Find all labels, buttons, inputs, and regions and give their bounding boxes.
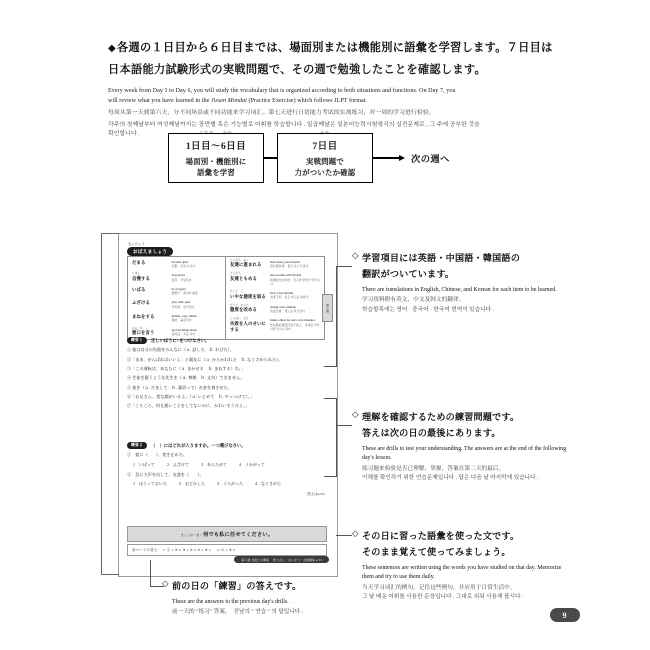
- callout-1-english: There are translations in English, Chinese, and Korean for each item to be learned.: [362, 287, 557, 294]
- vocab-en: say bad things about: [171, 327, 197, 332]
- flow-arrow-icon: [373, 155, 405, 161]
- vocab-term: [230, 273, 270, 282]
- vocab-translation: [172, 328, 222, 336]
- vocab-cnkr: 开玩笑 장난치다: [171, 304, 195, 309]
- arrow-shaft: [373, 157, 399, 158]
- table-row: [128, 271, 225, 285]
- table-row: [226, 288, 324, 302]
- flow-box-1-line-2-text: 語彙を学習: [197, 168, 235, 177]
- flow-box-1-line-2: [197, 167, 235, 178]
- leader-bracket-vertical-2: [336, 398, 337, 476]
- sample-footer-pill: 第１週 友達との関係 知り合い・あいさつ・友達関係 ● 53: [234, 556, 329, 563]
- callout-2-jp-line-2: 答えは次の日の最後にあります。: [362, 428, 501, 439]
- vocab-cnkr: 态度不好 싫은 태도를 취하다: [270, 295, 309, 300]
- sample-title-pill: おぼえましょう: [127, 247, 173, 256]
- frame-left-line: [101, 233, 102, 575]
- exercise-1-header: [127, 337, 327, 344]
- table-row: [128, 311, 225, 325]
- sample-title-ruby: もくひょう: [128, 242, 145, 246]
- vocab-jp: ふざける: [132, 300, 150, 306]
- flow-box-1-title: [185, 130, 247, 152]
- daily-sentence-text: 何でも私に任せてください。: [203, 531, 274, 538]
- vocab-en: have many good friends: [270, 259, 300, 264]
- vocab-term: [132, 260, 172, 266]
- vocab-translation: [270, 318, 321, 330]
- vocab-cnkr: 改变态度 태도를 바로잡다: [270, 309, 305, 313]
- intro-kr-line-2: 확인합니다 .: [108, 131, 140, 138]
- intro-en-line-1: Every week from Day 1 to Day 6, you will study the vocabulary that is organized according to both situations and functions. On Day 7, you: [108, 88, 456, 95]
- intro-english-paragraph: [108, 87, 560, 107]
- option: 1 ほうっておいた: [133, 481, 167, 487]
- vocab-jp: だまる: [132, 259, 146, 265]
- vocab-term: [230, 318, 270, 332]
- vocab-jp: 友達に恵まれる: [230, 262, 262, 268]
- intro-section: [108, 38, 560, 140]
- leader-tick-1: [324, 366, 337, 367]
- daily-sentence: [132, 531, 322, 538]
- vocab-term: [230, 305, 270, 314]
- vocabulary-column-right: [226, 257, 324, 339]
- table-row: [128, 257, 225, 271]
- leader-bracket-vertical-1: [336, 266, 337, 366]
- flow-box-1-title-ruby: にちめ かめ: [199, 130, 233, 136]
- exercise-2-options: [133, 462, 327, 468]
- exercise-1-item: ① 彼は自分の失敗をみんなに（ａ. 話した ｂ. わびた）。: [127, 347, 234, 353]
- flow-box-2-title: [312, 130, 338, 152]
- vocab-term: [132, 300, 172, 306]
- callout-1-chinese: 学习资料附有英文、中文及韩文的翻译。: [362, 297, 465, 304]
- vocab-jp: まねをする: [132, 314, 155, 320]
- callout-3-chinese: 当天学习词汇的例句。记住这些例句，并应用于日常生活中。: [362, 584, 516, 591]
- option: 4 なぐさめた: [255, 481, 281, 487]
- option: 1 いばって: [133, 461, 155, 467]
- vocab-en: blame others for one's own mistakes: [270, 318, 316, 323]
- vocab-cnkr: 和朋友发生纠纷 친구와 말썽이 일어나다: [270, 277, 320, 286]
- vocab-jp: 友達ともめる: [230, 275, 257, 281]
- week-side-tab-label: 第1週: [325, 303, 330, 313]
- vocab-en: have trouble with friends: [270, 273, 302, 278]
- option: 4 うかがって: [239, 461, 265, 467]
- option: 2 ふざけて: [167, 461, 189, 467]
- intro-en-line-2-post: (Practice Exercise) which follows JLPT format.: [246, 98, 368, 105]
- exercise-1-item: ③「この運転は、あなたに（ａ. まかせる ｂ. まねする）わ。」: [127, 366, 246, 372]
- table-row: [226, 302, 324, 316]
- vocab-translation: [270, 291, 321, 299]
- flow-box-day-7: [277, 130, 373, 183]
- vocab-ruby: わるぐち い: [132, 326, 149, 330]
- vocab-en: play with, joke: [171, 300, 191, 305]
- vocab-translation: [172, 273, 222, 281]
- diamond-marker-icon: ◇: [352, 250, 359, 260]
- option: 3 うたがった: [217, 481, 243, 487]
- vocab-jp: 態度を改める: [230, 307, 257, 313]
- option: 3 あらためて: [201, 461, 227, 467]
- table-row: [226, 257, 324, 271]
- vocab-translation: [172, 300, 222, 308]
- vocab-translation: [172, 287, 222, 295]
- frame-top-line: [101, 233, 119, 234]
- callout-previous-answers: [162, 578, 387, 617]
- leader-line-callout-2: [336, 425, 352, 426]
- exercise-2-badge: 練習２: [127, 442, 147, 449]
- leader-tick-2a: [324, 398, 337, 399]
- bottom-callout-english: These are the answers to the previous day's drills.: [172, 599, 289, 606]
- callout-3-korean: 그 날 배운 어휘를 사용한 문장입니다 . 그대로 외워 사용해 봅시다 .: [362, 594, 524, 601]
- vocab-term: [230, 260, 270, 269]
- exercise-1-badge: 練習１: [127, 337, 147, 344]
- exercise-2-instruction: （ ）にはどれが入りますか。一つ選びなさい。: [151, 442, 246, 448]
- bottom-callout-jp: 前の日の「練習」の答えです。: [172, 581, 302, 591]
- vocab-translation: [270, 305, 321, 313]
- flow-box-2-line-2: 力がついたか確認: [294, 168, 356, 177]
- callout-translations: [352, 250, 567, 315]
- week-flow-diagram: [168, 130, 450, 183]
- flow-box-days-1-6: [168, 130, 264, 183]
- vocab-ruby: ともだち: [230, 272, 241, 276]
- vocab-ruby: ともだち めぐ: [230, 258, 249, 262]
- vocab-translation: [172, 260, 222, 268]
- leader-bottom-vertical: [150, 560, 151, 586]
- option: 2 おどかした: [179, 481, 205, 487]
- diamond-bullet-icon: ◆: [108, 43, 116, 54]
- exercise-2-block: [127, 442, 327, 496]
- week-side-tab: [322, 294, 333, 322]
- callout-practice-drills: [352, 409, 567, 483]
- vocab-cnkr: 自夸 자랑하다: [171, 277, 192, 282]
- intro-japanese-line-1: [108, 38, 560, 59]
- vocab-jp: いやな態度を取る: [230, 293, 266, 299]
- vocab-translation: [270, 260, 321, 268]
- exercise-2-header: [127, 442, 327, 449]
- leader-line-callout-1: [336, 266, 352, 267]
- exercise-1-block: [127, 337, 327, 413]
- leader-tick-2b: [324, 476, 337, 477]
- intro-jp-text-1: 各週の１日目から６日目までは、場面別または機能別に語彙を学習します。７日目は: [117, 42, 553, 54]
- vocab-term: [230, 291, 270, 300]
- exercise-1-item: ④ 生徒を疑うような先生を（ａ. 尊敬 ｂ. 文句）できません。: [127, 375, 245, 381]
- vocab-jp: 自慢する: [132, 275, 150, 281]
- previous-answers-bar: 前ページの答え： 1−① a ② b ③ a ④ b ⑤ a ⑥ a 2−① 1 ② 2: [127, 544, 327, 556]
- bottom-callout-cnkr: 前一天的 "练习" 答案。 전날의 " 연습 " 의 답입니다 .: [172, 609, 304, 616]
- vocab-term: [132, 273, 172, 282]
- exercise-2-options: [133, 481, 327, 487]
- flow-box-1-line-1-text: 場面別・機能別に: [185, 156, 247, 166]
- flow-box-2-title-text: 7日目: [312, 140, 338, 152]
- intro-en-emphasis: Jissen Mondai: [210, 98, 247, 105]
- vocab-ruby: たいど と: [230, 289, 244, 293]
- callout-2-jp-line-1: 理解を確認するための練習問題です。: [362, 412, 520, 422]
- vocab-jp: 失敗を人のせいにする: [230, 320, 266, 332]
- intro-chinese-paragraph: 每周从第一天到第六天，分不同场景或不同功能来学习词汇。第七天进行日语能力考试的实战练习，对一周的学习进行检验。: [108, 110, 435, 117]
- vocab-en: imitate, copy, mimic: [171, 314, 197, 319]
- sample-page-panel: [118, 233, 338, 577]
- vocab-en: be arrogant: [171, 286, 186, 291]
- vocab-term: [132, 328, 172, 337]
- diamond-marker-icon: ◇: [352, 409, 359, 419]
- intro-kr-line-1: 각주의 첫째날부터 여섯째날까지는 장면별 혹은 기능별로 어휘를 학습합니다 . 일곱째날은 일본어능력시험형식의 실전문제로 , 그 주에 공부한 것을: [108, 121, 480, 128]
- exercise-2-answer-reference: （答えはp.55）: [304, 492, 327, 497]
- vocab-jp: いばる: [132, 286, 146, 292]
- frame-bottom-line: [101, 574, 119, 575]
- vocab-en: brag about: [171, 273, 185, 278]
- exercise-2-question: ① 彼に（ ）、変を止めた。: [127, 452, 188, 458]
- exercise-1-item: ⑤ 彼を（ａ. だまして ｂ. 裏切って）お金を貸させた。: [127, 384, 232, 390]
- intro-en-line-2-pre: will review what you have learned in the: [108, 98, 211, 105]
- exercise-2-question: ② 急に大声を出して、友達を（ ）。: [127, 471, 204, 477]
- vocab-cnkr: 把失败的原因归咎于他人 실패를 다른사람 탓으로 하다: [270, 322, 320, 331]
- vocab-cnkr: 沉默 조용히 하다: [171, 263, 195, 268]
- table-row: [226, 316, 324, 336]
- arrow-head: [399, 155, 405, 161]
- vocab-jp: 悪口を言う: [132, 330, 155, 336]
- exercise-1-item: ⑦「こらこら、何も悪いことをしてないのに、かわいそうだよ。」: [127, 403, 250, 409]
- exercise-1-item: ②「まあ、がんばればいいよ」と親友に（ａ. からかわれた ｂ. なぐさめられた）。: [127, 356, 283, 362]
- table-row: [128, 298, 225, 312]
- callout-1-korean: 학습항목에는 영어 · 중국어 · 한국어 번역이 있습니다 .: [362, 307, 494, 314]
- flow-box-2-line-1: 実戦問題で: [306, 156, 344, 166]
- vocab-cnkr: 有好朋友缘 좋은 친구가 많다: [270, 263, 309, 268]
- vocab-cnkr: 模仿 흉내내다: [171, 318, 192, 323]
- vocab-en: have a bad attitude: [270, 290, 294, 295]
- vocab-translation: [270, 273, 321, 285]
- callout-2-english: These are drills to test your understanding. The answers are at the end of the following day's lesson.: [362, 446, 567, 462]
- flow-box-1-title-text: 1日目〜6日目: [185, 140, 247, 152]
- vocab-ruby: たいど あらた: [230, 303, 249, 307]
- daily-sentence-label: きょうの一言 •: [180, 532, 202, 537]
- flow-box-1-line-1: [186, 156, 247, 167]
- callout-2-korean: 이해를 확인하기 위한 연습문제입니다 . 답은 다음 날 마지막에 있습니다 .: [362, 475, 539, 482]
- callout-1-jp-line-1: 学習項目には英語・中国語・韓国語の: [362, 253, 520, 263]
- vocabulary-table: [127, 256, 325, 340]
- callout-3-jp-line-1: その日に習った語彙を使った文です。: [362, 531, 520, 541]
- vocab-en: change one's attitude: [270, 304, 296, 309]
- vocab-translation: [172, 314, 222, 322]
- callout-daily-sentences: [352, 528, 567, 602]
- vocab-ruby: じまん: [132, 272, 141, 276]
- vocabulary-column-left: [128, 257, 226, 339]
- callout-3-jp-line-2: そのまま覚えて使ってみましょう。: [362, 547, 511, 558]
- daily-sentence-box: [127, 526, 327, 542]
- callout-1-jp-line-2: 翻訳がついています。: [362, 269, 455, 280]
- table-row: [226, 271, 324, 289]
- diamond-marker-icon: ◇: [352, 528, 359, 538]
- leader-line-callout-3: [336, 535, 352, 536]
- flow-box-2-title-ruby: かめ: [320, 130, 330, 136]
- page-number-badge: 9: [550, 608, 581, 622]
- vocab-cnkr: 说坏话 욕을 하다: [171, 331, 196, 336]
- vocab-term: [132, 314, 172, 320]
- vocab-ruby: しっぱい ひと: [230, 317, 249, 321]
- vocab-term: [132, 287, 172, 293]
- callout-3-english: These sentences are written using the words you have studied on that day. Memorize them and try to use them daily.: [362, 565, 562, 581]
- intro-japanese-line-2: 日本語能力試験形式の実戦問題で、その週で勉強したことを確認します。: [108, 63, 486, 76]
- flow-next-week-label: 次の週へ: [411, 155, 450, 165]
- table-row: [128, 284, 225, 298]
- vocab-en: become quiet: [171, 259, 189, 264]
- flow-connector-line: [264, 157, 277, 158]
- vocab-cnkr: 摆架子 뽐내다 威张: [171, 291, 199, 296]
- callout-2-chinese: 练习题来检验是否已理解、掌握，答案在第二天的最后。: [362, 465, 505, 472]
- diamond-marker-icon: ◇: [162, 578, 169, 588]
- exercise-1-item: ⑥「お父さん、変な顔がいるよ。（ａ. いじめて ｂ. やっつけて）。」: [127, 394, 254, 400]
- exercise-1-instruction: 正しいほうに○をつけなさい。: [151, 337, 210, 343]
